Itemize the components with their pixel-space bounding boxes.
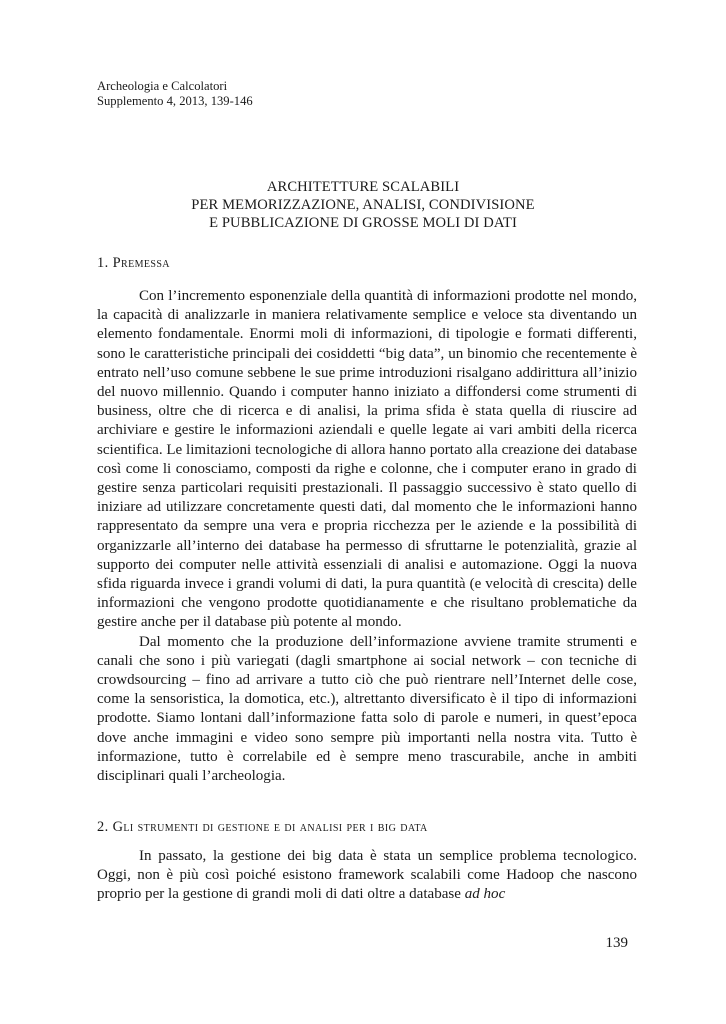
title-line-3: E PUBBLICAZIONE DI GROSSE MOLI DI DATI	[209, 215, 517, 231]
section-body-premessa	[97, 287, 637, 786]
paragraph	[97, 847, 637, 905]
article-title	[97, 178, 629, 232]
title-line-1: ARCHITETTURE SCALABILI	[266, 179, 460, 195]
paragraph-text: In passato, la gestione dei big data è stata un semplice problema tecnologico. Oggi, non è più così poiché esistono framework scalabili come Hadoop che nascono proprio per la gestione di grandi moli di dati oltre a database	[97, 848, 637, 903]
journal-issue: Supplemento 4, 2013, 139-146	[97, 94, 253, 108]
paragraph: Dal momento che la produzione dell’informazione avviene tramite strumenti e canali che sono i più variegati (dagli smartphone ai social network – con tecniche di crowdsourcing – fino ad arrivare a tutto ciò che può rientrare nell’Internet delle cose, come la sensoristica, la domotica, etc.), altrettanto diversificato è il tipo di informazioni prodotte. Siamo lontani dall’informazione fatta solo di parole e numeri, in quest’epoca dove anche immagini e video sono sempre più importanti nella nostra vita. Tutto è informazione, tutto è correlabile ed è sempre meno trascurabile, anche in ambiti disciplinari quali l’archeologia.	[97, 633, 637, 785]
journal-header	[97, 79, 253, 109]
section-heading-premessa: 1. Premessa	[97, 255, 170, 271]
page-number: 139	[605, 935, 628, 951]
section-body-strumenti	[97, 847, 637, 905]
paragraph: Con l’incremento esponenziale della quantità di informazioni prodotte nel mondo, la capacità di analizzarle in maniera relativamente semplice e veloce sta diventando un elemento fondamentale. Enormi moli di informazioni, di tipologie e formati differenti, sono le caratteristiche principali dei cosiddetti “big data”, un binomio che recentemente è entrato nell’uso comune sebbene le sue prime introduzioni risalgano addirittura all’inizio del nuovo millennio. Quando i computer hanno iniziato a diffondersi come strumenti di business, oltre che di ricerca e di analisi, la prima sfida è stata quella di riuscire ad archiviare e gestire le informazioni aziendali e quelle legate ai vari ambiti della ricerca scientifica. Le limitazioni tecnologiche di allora hanno portato alla creazione dei database così come li conosciamo, composti da righe e colonne, che i computer erano in grado di gestire senza particolari requisiti prestazionali. Il passaggio successivo è stato quello di iniziare ad utilizzare concretamente questi dati, dal momento che le informazioni hanno rappresentato da sempre una vera e propria ricchezza per le aziende e la possibilità di organizzarle all’interno dei database ha permesso di sfruttarne le potenzialità, grazie al supporto dei computer nelle attività essenziali di analisi e automazione. Oggi la nuova sfida riguarda invece i grandi volumi di dati, la pura quantità (e velocità di crescita) delle informazioni che vengono prodotte quotidianamente e che risultano problematiche da gestire anche per il database più potente al mondo.	[97, 288, 637, 631]
title-line-2: PER MEMORIZZAZIONE, ANALISI, CONDIVISIONE	[191, 197, 535, 213]
italic-term: ad hoc	[464, 886, 506, 903]
section-heading-strumenti: 2. Gli strumenti di gestione e di analisi per i big data	[97, 819, 428, 835]
journal-name: Archeologia e Calcolatori	[97, 79, 228, 93]
